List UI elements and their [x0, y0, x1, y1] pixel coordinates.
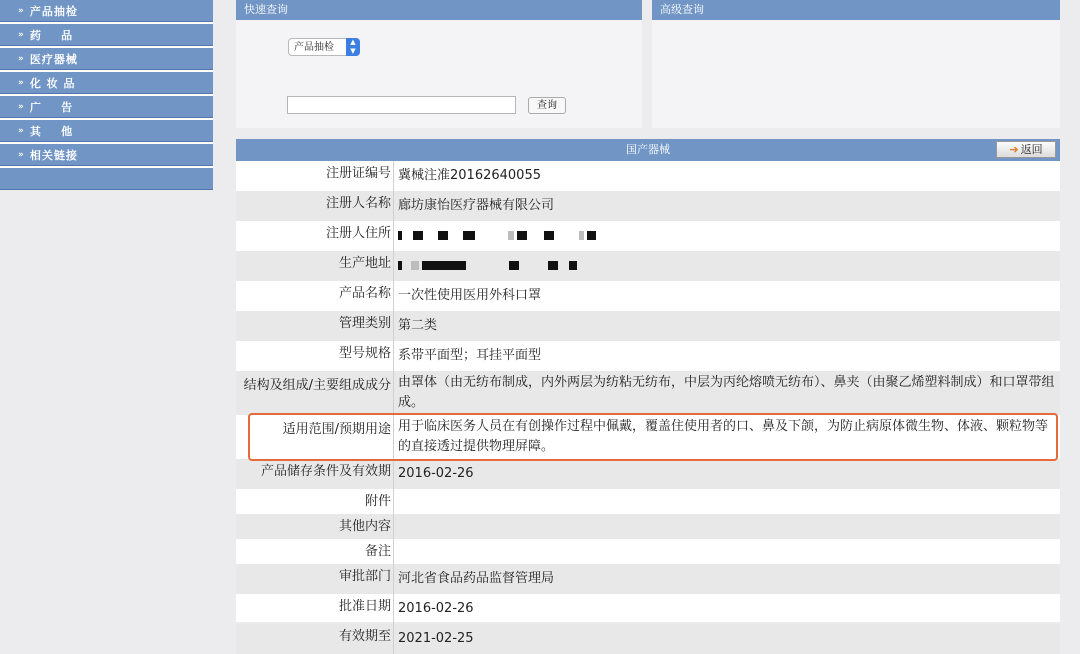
row-key: 审批部门	[236, 564, 394, 594]
sidebar-item-label: 药 品	[29, 28, 74, 42]
row-key: 管理类别	[236, 311, 394, 341]
row-value: 一次性使用医用外科口罩	[398, 288, 542, 303]
sidebar-item-others[interactable]	[0, 120, 213, 142]
table-row	[236, 371, 1060, 415]
sidebar-item-ads[interactable]	[0, 96, 213, 118]
table-row	[236, 191, 1060, 221]
detail-header	[236, 139, 1060, 161]
row-value: 用于临床医务人员在有创操作过程中佩戴，覆盖住使用者的口、鼻及下颌，为防止病原体微生物、体液、颗粒物等的直接透过提供物理屏障。	[398, 419, 1049, 454]
sidebar-item-links[interactable]	[0, 144, 213, 166]
row-value	[394, 489, 1060, 514]
row-value: 2016-02-26	[398, 601, 474, 616]
highlighted-row	[236, 415, 1060, 459]
row-value: 2016-02-26	[398, 466, 474, 481]
row-value	[394, 539, 1060, 564]
table-row	[236, 624, 1060, 654]
row-key: 附件	[236, 489, 394, 514]
table-row	[236, 564, 1060, 594]
row-value	[394, 514, 1060, 539]
detail-title: 国产器械	[626, 143, 670, 156]
row-key: 注册人名称	[236, 191, 394, 221]
quick-query-title: 快速查询	[236, 0, 642, 20]
row-key: 注册人住所	[236, 221, 394, 251]
row-value: 系带平面型；耳挂平面型	[398, 348, 542, 363]
sidebar-item-medical-devices[interactable]	[0, 48, 213, 70]
search-button[interactable]: 查询	[528, 97, 566, 114]
double-chevron-icon: »	[18, 53, 24, 64]
advanced-query-title: 高级查询	[652, 0, 1060, 20]
device-detail-table	[236, 139, 1060, 646]
row-value: 第二类	[398, 318, 438, 333]
table-row	[236, 221, 1060, 251]
redacted-address	[394, 221, 1060, 251]
double-chevron-icon: »	[18, 77, 24, 88]
table-row	[236, 489, 1060, 514]
row-key: 适用范围/预期用途	[236, 415, 394, 459]
back-button-label: 返回	[1020, 143, 1043, 156]
sidebar-item-product-inspection[interactable]	[0, 0, 213, 22]
sidebar-item-cosmetics[interactable]	[0, 72, 213, 94]
back-button[interactable]	[996, 141, 1056, 158]
row-key: 产品名称	[236, 281, 394, 311]
row-key: 备注	[236, 539, 394, 564]
sidebar-footer	[0, 168, 213, 190]
arrow-right-icon: ➔	[1009, 143, 1019, 156]
table-row	[236, 281, 1060, 311]
row-value: 2021-02-25	[398, 631, 474, 646]
sidebar-item-label: 其 他	[29, 124, 74, 138]
table-row	[236, 341, 1060, 371]
row-key: 注册证编号	[236, 161, 394, 191]
table-row	[236, 311, 1060, 341]
row-key: 其他内容	[236, 514, 394, 539]
table-row	[236, 251, 1060, 281]
row-key: 生产地址	[236, 251, 394, 281]
category-select-value: 产品抽检	[294, 42, 334, 53]
row-value: 河北省食品药品监督管理局	[398, 571, 555, 586]
row-value: 廊坊康怡医疗器械有限公司	[398, 198, 555, 213]
row-value: 冀械注准20162640055	[398, 168, 541, 183]
sidebar-item-label: 医疗器械	[29, 52, 78, 66]
table-row	[236, 594, 1060, 624]
left-sidebar	[0, 0, 213, 188]
double-chevron-icon: »	[18, 29, 24, 40]
sidebar-item-label: 广 告	[29, 100, 74, 114]
category-select[interactable]	[288, 38, 360, 56]
row-key: 有效期至	[236, 624, 394, 654]
table-row	[236, 459, 1060, 489]
search-input[interactable]	[287, 96, 516, 114]
row-key: 结构及组成/主要组成成分	[236, 371, 394, 415]
redacted-address	[394, 251, 1060, 281]
double-chevron-icon: »	[18, 125, 24, 136]
row-key: 型号规格	[236, 341, 394, 371]
sidebar-item-label: 相关链接	[29, 148, 78, 162]
quick-query-panel	[236, 0, 642, 128]
table-row	[236, 539, 1060, 564]
select-arrows-icon: ▲ ▼	[346, 38, 360, 56]
row-value: 由罩体（由无纺布制成，内外两层为纺粘无纺布，中层为丙纶熔喷无纺布）、鼻夹（由聚乙烯塑料制成）和口罩带组成。	[398, 375, 1055, 410]
sidebar-item-label: 产品抽检	[29, 4, 78, 18]
sidebar-item-drugs[interactable]	[0, 24, 213, 46]
row-key: 产品储存条件及有效期	[236, 459, 394, 489]
double-chevron-icon: »	[18, 5, 24, 16]
table-row	[236, 514, 1060, 539]
double-chevron-icon: »	[18, 149, 24, 160]
advanced-query-panel	[652, 0, 1060, 128]
table-row	[236, 161, 1060, 191]
double-chevron-icon: »	[18, 101, 24, 112]
sidebar-item-label: 化 妆 品	[29, 76, 76, 90]
row-key: 批准日期	[236, 594, 394, 624]
